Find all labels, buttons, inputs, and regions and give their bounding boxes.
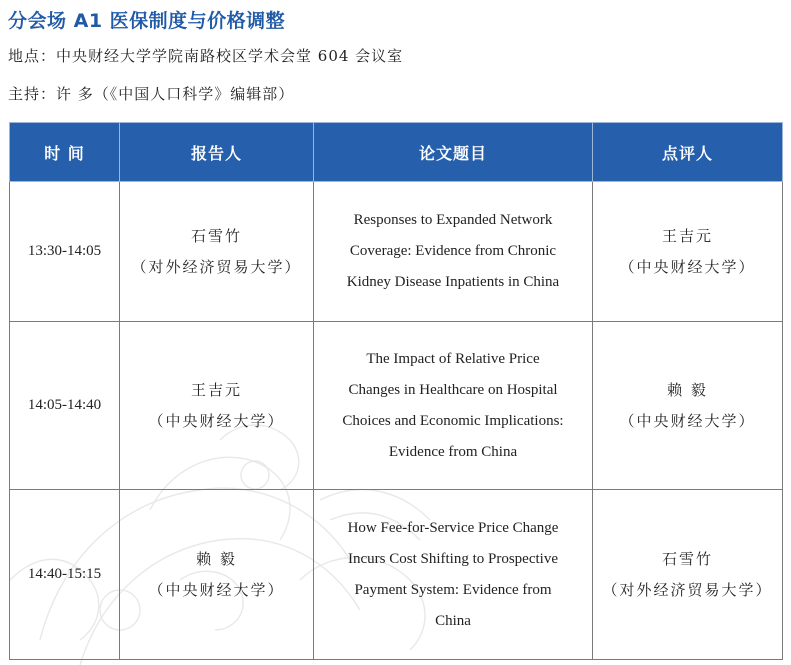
paper-title-line: Changes in Healthcare on Hospital — [348, 381, 558, 398]
discussant-cell — [593, 322, 783, 490]
discussant-affiliation: （对外经济贸易大学） — [602, 580, 773, 599]
time-cell: 13:30-14:05 — [10, 182, 120, 322]
schedule-table — [9, 122, 783, 660]
column-header-presenter: 报告人 — [120, 123, 314, 182]
table-header-row — [10, 123, 783, 182]
paper-title-line: How Fee-for-Service Price Change — [347, 519, 559, 536]
presenter-name: 王吉元 — [190, 380, 242, 399]
discussant-affiliation: （中央财经大学） — [619, 257, 756, 276]
column-header-discussant: 点评人 — [593, 123, 783, 182]
paper-title-line: The Impact of Relative Price — [366, 350, 540, 367]
paper-title-line: Responses to Expanded Network — [353, 212, 553, 228]
paper-title-cell — [314, 322, 593, 490]
paper-title-line: Choices and Economic Implications: — [342, 412, 564, 429]
paper-title-line: Incurs Cost Shifting to Prospective — [348, 550, 558, 567]
presenter-name: 赖 毅 — [196, 549, 237, 568]
discussant-affiliation: （中央财经大学） — [619, 411, 756, 430]
time-cell: 14:40-15:15 — [10, 490, 120, 660]
presenter-cell — [120, 182, 314, 322]
presenter-affiliation: （中央财经大学） — [148, 411, 285, 430]
table-row — [10, 322, 783, 490]
paper-title-cell — [314, 490, 593, 660]
paper-title-line: China — [435, 612, 471, 629]
paper-title-line: Evidence from China — [388, 443, 518, 460]
discussant-cell — [593, 490, 783, 660]
presenter-affiliation: （中央财经大学） — [148, 580, 285, 599]
page-title: 分会场 A1 医保制度与价格调整 — [8, 10, 286, 32]
paper-title-line: Kidney Disease Inpatients in China — [346, 274, 560, 290]
paper-title-line: Coverage: Evidence from Chronic — [349, 243, 557, 259]
time-cell: 14:05-14:40 — [10, 322, 120, 490]
location-line: 地点：中央财经大学学院南路校区学术会堂 604 会议室 — [8, 47, 404, 65]
paper-title-cell — [314, 182, 593, 322]
table-row — [10, 490, 783, 660]
host-line: 主持：许 多（《中国人口科学》编辑部） — [8, 85, 295, 103]
presenter-affiliation: （对外经济贸易大学） — [131, 257, 302, 276]
discussant-name: 石雪竹 — [661, 549, 713, 568]
discussant-name: 王吉元 — [661, 226, 713, 245]
presenter-cell — [120, 490, 314, 660]
column-header-paper-title: 论文题目 — [314, 123, 593, 182]
paper-title-line: Payment System: Evidence from — [354, 581, 552, 598]
table-row — [10, 182, 783, 322]
discussant-name: 赖 毅 — [667, 380, 708, 399]
presenter-name: 石雪竹 — [190, 226, 242, 245]
discussant-cell — [593, 182, 783, 322]
column-header-time: 时 间 — [10, 123, 120, 182]
presenter-cell — [120, 322, 314, 490]
